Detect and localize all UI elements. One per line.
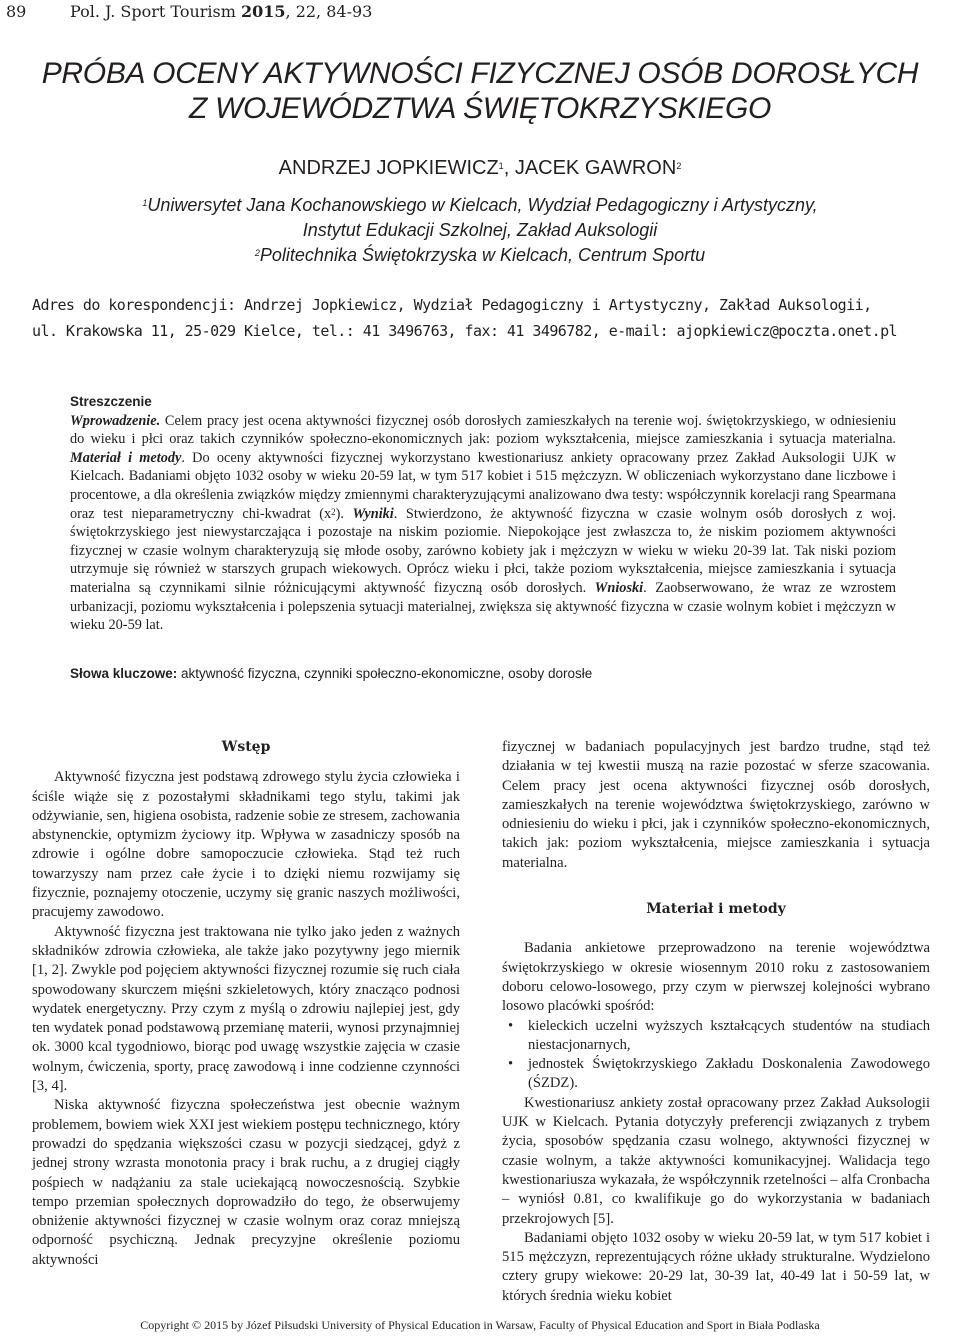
abstract-conclusions-text: . Zaobserwowano, że wraz ze wzrostem urbanizacji, poziomu wykształcenia i polepszenia sytuacji materialnej, zwiększa się aktywność fizyczna w czasie wolnym kobiet i mężczyzn w wieku 20-59 lat.: [70, 579, 896, 634]
intro-paragraph-continued: fizycznej w badaniach populacyjnych jest bardzo trudne, stąd też działania w tej kwestii muszą na razie pozostać w sferze szacowania. Celem pracy jest ocena aktywności fizycznej osób dorosłych, zamieszkałych na terenie województwa świętokrzyskiego, zarówno w odniesieniu do wieku i płci, jak i czynników społeczno-ekonomicznych, takich jak: poziom wykształcenia, miejsce zamieszkania i sytuacja materialna.: [502, 739, 930, 871]
author-list: [0, 155, 960, 181]
methods-bullet-list: [502, 1017, 930, 1094]
left-column: [32, 738, 460, 1270]
author-1: ANDRZEJ JOPKIEWICZ: [278, 157, 499, 179]
author-1-affiliation-mark: 1: [498, 161, 504, 171]
correspondence-line-2: ul. Krakowska 11, 25-029 Kielce, tel.: 41 3496763, fax: 41 3496782, e-mail: ajopkiewicz@poczta.onet.pl: [32, 322, 898, 340]
page-number: 89: [6, 2, 27, 21]
journal-name: Pol. J. Sport Tourism: [70, 2, 241, 21]
intro-paragraph-2: Aktywność fizyczna jest traktowana nie tylko jako jeden z ważnych składników zdrowia człowieka, ale także jako pozytywny jego miernik [1, 2]. Zwykle pod pojęciem aktywności fizycznej rozumie się ruch ciała spowodowany skurczem mięśni szkieletowych, który znacząco podnosi wydatek energetyczny. Przy czym z myślą o zdrowiu najlepiej jest, gdy ten wydatek ponad podstawową przemianę materii, wynosi przynajmniej ok. 3000 kcal tygodniowo, biorąc pod uwagę wszystkie zajęcia w czasie wolnym, ćwiczenia, sporty, pracę zawodową i inne codzienne czynności [3, 4].: [32, 923, 460, 1095]
affiliation-1-mark: 1: [142, 198, 148, 208]
methods-bullet-item: • jednostek Świętokrzyskiego Zakładu Doskonalenia Zawodowego (ŚZDZ).: [528, 1055, 930, 1094]
title-line-1: PRÓBA OCENY AKTYWNOŚCI FIZYCZNEJ OSÓB DOROSŁYCH: [41, 57, 919, 90]
affiliations: [0, 193, 960, 268]
abstract-intro-label: Wprowadzenie.: [70, 412, 161, 429]
affiliation-2-line-1: Politechnika Świętokrzyska w Kielcach, Centrum Sportu: [259, 245, 706, 265]
keywords-text: aktywność fizyczna, czynniki społeczno-ekonomiczne, osoby dorosłe: [177, 666, 593, 681]
section-heading-introduction: Wstęp: [221, 739, 271, 755]
abstract-conclusions-label: Wnioski: [594, 579, 644, 596]
keywords-label: Słowa kluczowe:: [70, 666, 178, 681]
abstract-intro-text: Celem pracy jest ocena aktywności fizycznej osób dorosłych zamieszkałych na terenie woj. świętokrzyskiego, w odniesieniu do wieku i płci oraz takich czynników społeczno-ekonomicznych jak: poziom wykształcenia, miejsce zamieszkania i sytuacja materialna.: [70, 412, 896, 448]
methods-bullet-item: • kieleckich uczelni wyższych kształcących studentów na studiach niestacjonarnych,: [528, 1017, 930, 1056]
affiliation-1-line-1: Uniwersytet Jana Kochanowskiego w Kielcach, Wydział Pedagogiczny i Artystyczny,: [147, 195, 818, 215]
abstract-methods-end: ).: [335, 505, 353, 522]
abstract-results-label: Wyniki: [352, 505, 394, 522]
author-separator: ,: [503, 157, 515, 179]
abstract: [70, 393, 896, 635]
intro-paragraph-1: Aktywność fizyczna jest podstawą zdrowego stylu życia człowieka i ściśle wiąże się z pozostałymi składnikami tego stylu, takimi jak odżywianie, sen, higiena osobista, radzenie sobie ze stresem, zachowania abstynenckie, optymizm życiowy itp. Wpływa w zasadniczy sposób na zdrowie i ogólne dobre samopoczucie człowieka. Stąd też ruch towarzyszy nam przez całe życie i to dzięki niemu rozwijamy się fizycznie, poznajemy otoczenie, uczymy się granic naszych możliwości, pracujemy zawodowo.: [32, 769, 460, 921]
methods-paragraph-2: Kwestionariusz ankiety został opracowany przez Zakład Auksologii UJK w Kielcach. Pytania dotyczyły preferencji związanych z trybem życia, sposobów spędzania czasu wolnego, aktywności fizycznej w czasie wolnym, a także aktywności komunikacyjnej. Walidacja tego kwestionariusza wykazała, że współczynnik rzetelności – alfa Cronbacha – wyniósł 0.81, co kwalifikuje go do wykorzystania w badaniach przekrojowych [5].: [502, 1094, 930, 1227]
article-title: [0, 56, 960, 126]
abstract-heading: Streszczenie: [70, 394, 152, 409]
author-2-affiliation-mark: 2: [676, 161, 682, 171]
intro-paragraph-3: Niska aktywność fizyczna społeczeństwa jest obecnie ważnym problemem, bowiem wiek XXI jest wiekiem postępu technicznego, który prowadzi do spędzania większości czasu w pozycji siedzącej, gdyż z jednej strony wzrasta monotonia pracy i brak ruchu, a z drugiej ciągły pośpiech w nadążaniu za stale uciekającą nowoczesnością. Szybkie tempo przemian społecznych doprowadziło do tego, że obserwujemy obniżenie aktywności fizycznej w czasie wolnym oraz coraz mniejszą odporność psychiczną. Jednak precyzyjne określenie poziomu aktywności: [32, 1097, 460, 1268]
author-2: JACEK GAWRON: [514, 157, 677, 179]
abstract-methods-text: . Do oceny aktywności fizycznej wykorzystano kwestionariusz ankiety opracowany przez Zakład Auksologii UJK w Kielcach. Badaniami objęto 1032 osoby w wieku 20-59 lat, w tym 517 kobiet i 515 mężczyzn. W obliczeniach wykorzystano dane liczbowe i procentowe, a dla określenia związków między zmiennymi charakteryzującymi analizowano dwa testy: współczynnik korelacji rang Spearmana oraz test nieparametryczny chi-kwadrat (x: [70, 449, 896, 522]
abstract-body: [70, 412, 896, 635]
right-column: [502, 738, 930, 1306]
journal-volume-pages: , 22, 84-93: [285, 2, 373, 21]
abstract-results-text: . Stwierdzono, że aktywność fizyczna w czasie wolnym osób dorosłych z woj. świętokrzyskiego jest niewystarczająca i pozostaje na niskim poziomie. Niepokojące jest zwłaszcza to, że niskim poziomem aktywności fizycznej w czasie wolnym charakteryzują się młode osoby, zarówno kobiety jak i mężczyzn w wieku w wieku 20-39 lat. Tak niski poziom utrzymuje się również w starszych grupach wiekowych. Oprócz wieku i płci, także poziom wykształcenia, miejsce zamieszkania i sytuacja materialna są czynnikami silnie różnicującymi aktywność fizyczną osób dorosłych.: [70, 505, 896, 596]
correspondence-address: [32, 292, 938, 344]
section-heading-methods: Materiał i metody: [646, 901, 786, 918]
abstract-methods-label: Materiał i metody: [70, 449, 182, 466]
affiliation-1-line-2: Instytut Edukacji Szkolnej, Zakład Auksologii: [302, 220, 658, 240]
correspondence-line-1: Adres do korespondencji: Andrzej Jopkiewicz, Wydział Pedagogiczny i Artystyczny, Zakład Auksologii,: [32, 296, 872, 314]
affiliation-2-mark: 2: [254, 248, 260, 258]
keywords: [70, 665, 896, 683]
title-line-2: Z WOJEWÓDZTWA ŚWIĘTOKRZYSKIEGO: [188, 92, 772, 125]
methods-paragraph-3: Badaniami objęto 1032 osoby w wieku 20-59 lat, w tym 517 kobiet i 515 mężczyzn, reprezentujących różne układy strukturalne. Wydzielono cztery grupy wiekowe: 20-29 lat, 30-39 lat, 40-49 lat i 50-59 lat, w których średnia wieku kobiet: [502, 1229, 930, 1304]
running-header: [6, 0, 372, 24]
journal-year: 2015: [240, 2, 286, 21]
abstract-methods-superscript: 2: [331, 506, 336, 517]
methods-paragraph-1: Badania ankietowe przeprowadzono na terenie województwa świętokrzyskiego w okresie wiosennym 2010 roku z zastosowaniem doboru celowo-losowego, przy czym w pierwszej kolejności wybrano losowo placówki spośród:: [502, 940, 930, 1015]
copyright-footer: Copyright © 2015 by Józef Piłsudski University of Physical Education in Warsaw, Faculty of Physical Education and Sport in Biała Podlaska: [140, 1318, 820, 1332]
